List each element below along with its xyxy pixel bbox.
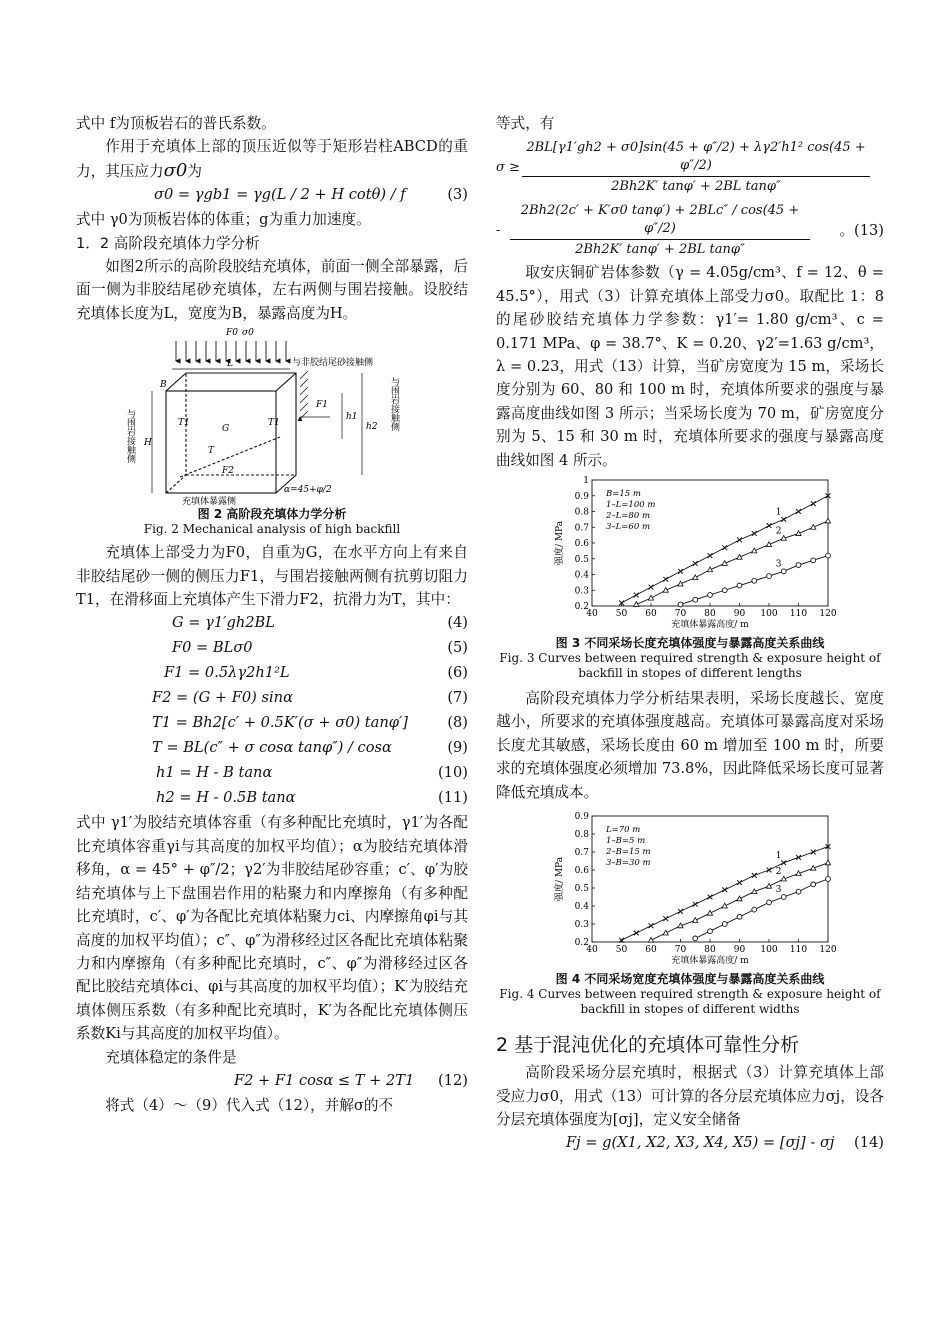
series-1-point xyxy=(663,916,668,921)
equation-number: (11) xyxy=(438,789,468,807)
y-tick-label: 0.7 xyxy=(574,523,589,534)
figure-4-caption-en: Fig. 4 Curves between required strength & exposure height of backfill in stopes of different widths xyxy=(499,987,881,1017)
label-T1-right: T1 xyxy=(268,418,280,429)
equation-14 xyxy=(496,1131,884,1156)
y-tick-label: 0.5 xyxy=(574,554,589,565)
series-1-point xyxy=(693,561,698,566)
label-exposed-side: 充填体暴露侧 xyxy=(182,497,237,506)
legend-entry: 1–B=5 m xyxy=(606,836,646,847)
legend-entry: B=15 m xyxy=(606,489,641,500)
series-3-point xyxy=(811,882,816,887)
x-axis-label: 充填体暴露高度/ m xyxy=(671,620,749,631)
series-1-point xyxy=(796,509,801,514)
equation-12 xyxy=(76,1069,468,1094)
paragraph-forces: 充填体上部受力为F0，自重为G，在水平方向上有来自非胶结尾砂一侧的侧压力F1，与围岩接触两侧有抗剪切阻力T1，在滑移面上充填体产生下滑力F2，抗滑力为T，其中： xyxy=(76,544,468,609)
y-tick-label: 0.8 xyxy=(574,830,589,841)
label-F1: F1 xyxy=(316,400,328,411)
series-1-point xyxy=(737,880,742,885)
legend-entry: 3–L=60 m xyxy=(606,522,651,533)
x-tick-label: 40 xyxy=(586,609,598,620)
label-h2: h2 xyxy=(366,422,378,433)
equation-12-body: F2 + F1 cosα ≤ T + 2T1 xyxy=(234,1071,415,1089)
equation-body: F2 = (G + F0) sinα xyxy=(152,689,293,707)
paragraph-f-definition: 式中 f为顶板岩石的普氏系数。 xyxy=(76,115,276,132)
label-F2: F2 xyxy=(222,466,234,477)
series-3-point xyxy=(752,907,757,912)
equation-13-term2 xyxy=(510,202,810,259)
hatching xyxy=(300,371,308,419)
legend-entry: 1–L=100 m xyxy=(606,500,656,511)
series-1-point xyxy=(722,887,727,892)
left-column xyxy=(76,112,468,1117)
series-1-point xyxy=(737,538,742,543)
series-1-point xyxy=(693,902,698,907)
y-tick-label: 0.2 xyxy=(574,938,589,949)
equation-row xyxy=(76,761,468,786)
section-heading-1-2: 1．2 高阶段充填体力学分析 xyxy=(76,234,260,252)
label-L: L xyxy=(227,359,233,370)
x-tick-label: 120 xyxy=(819,945,837,956)
top-pressure-text: 作用于充填体上部的顶压近似等于矩形岩柱ABCD的重力，其压应力 xyxy=(76,138,468,180)
x-tick-label: 40 xyxy=(586,945,598,956)
equation-number: (7) xyxy=(447,689,468,707)
series-3-point xyxy=(767,574,772,579)
label-top-right: 与非胶结尾砂接触侧 xyxy=(292,358,374,369)
series-3-point xyxy=(737,914,742,919)
y-tick-label: 0.6 xyxy=(574,866,589,877)
series-3-point xyxy=(722,588,727,593)
equation-number: (6) xyxy=(447,664,468,682)
paragraph-parameters: 取安庆铜矿岩体参数（γ = 4.05g/cm³、f = 12、θ = 45.5°），用式（3）计算充填体上部受力σ0。取配比 1：8 的尾砂胶结充填体力学参数：γ1′= 1.80 g/cm³、c = 0.171 MPa、φ = 38.7°、K = 0.20、γ2′=1.63 g/cm³，λ = 0.23，用式（13）计算，当矿房宽度为 15 m，采场长度分别为 60、80 和 100 m 时，充填体所要求的强度与暴露高度曲线如图 3 所示；当采场长度为 70 m，矿房宽度分别为 5、15 和 30 m 时，充填体所要求的强度与暴露高度曲线如图 4 所示。 xyxy=(496,264,884,469)
series-1-point xyxy=(767,523,772,528)
x-tick-label: 90 xyxy=(733,945,746,956)
label-T: T xyxy=(208,446,215,457)
equation-13-minus: - xyxy=(496,222,501,238)
y-tick-label: 0.5 xyxy=(574,884,589,895)
legend-entry: L=70 m xyxy=(606,825,641,836)
series-3-point xyxy=(708,929,713,934)
x-tick-label: 60 xyxy=(645,945,657,956)
equation-row xyxy=(76,661,468,686)
equation-number: (8) xyxy=(447,714,468,732)
figure-3-caption xyxy=(496,636,884,681)
load-arrows xyxy=(176,341,286,361)
series-1-point xyxy=(811,850,816,855)
series-1-label: 1 xyxy=(775,507,782,518)
y-tick-label: 1 xyxy=(583,476,589,487)
equation-body: T1 = Bh2[c′ + 0.5K′(σ + σ0) tanφ′] xyxy=(152,714,408,732)
series-1-point xyxy=(663,577,668,582)
x-axis-label: 充填体暴露高度/ m xyxy=(671,956,749,967)
x-tick-label: 50 xyxy=(615,609,628,620)
equation-body: F1 = 0.5λγ2h1²L xyxy=(164,664,290,682)
sigma0-symbol: σ0 xyxy=(163,159,188,181)
legend-entry: 3–B=30 m xyxy=(606,858,651,869)
x-tick-label: 80 xyxy=(704,945,716,956)
y-tick-label: 0.3 xyxy=(574,920,589,931)
paragraph-substitution: 将式（4）～（9）代入式（12），并解σ的不 xyxy=(105,1096,394,1114)
series-2-line xyxy=(651,863,828,940)
x-tick-label: 120 xyxy=(819,609,837,620)
paragraph-backfill-description: 如图2所示的高阶段胶结充填体，前面一侧全部暴露，后面一侧为非胶结尾砂充填体，左右两侧与围岩接触。设胶结充填体长度为L，宽度为B，暴露高度为H。 xyxy=(76,258,468,322)
equation-number: (9) xyxy=(447,739,468,757)
label-T1-left: T1 xyxy=(178,418,190,429)
equation-13-lhs: σ ≥ xyxy=(496,159,520,175)
equation-row xyxy=(76,711,468,736)
series-3-point xyxy=(796,889,801,894)
series-3-point xyxy=(781,895,786,900)
x-tick-label: 100 xyxy=(760,609,778,620)
paragraph-stability-condition: 充填体稳定的条件是 xyxy=(105,1048,237,1066)
series-3-point xyxy=(826,877,831,882)
figure-2-caption-cn: 图 2 高阶段充填体力学分析 xyxy=(197,507,347,522)
legend-entry: 2–L=80 m xyxy=(606,511,651,522)
y-axis-label: 强度/ MPa xyxy=(555,520,565,566)
y-tick-label: 0.9 xyxy=(574,812,589,823)
y-tick-label: 0.4 xyxy=(574,902,589,913)
series-3-point xyxy=(693,936,698,941)
figure-2-caption xyxy=(76,507,468,537)
top-pressure-text-end: 为 xyxy=(187,162,202,180)
equation-body: F0 = BLσ0 xyxy=(172,639,253,657)
series-1-point xyxy=(708,553,713,558)
series-1-point xyxy=(796,855,801,860)
paragraph-analysis-result: 高阶段充填体力学分析结果表明，采场长度越长、宽度越小，所要求的充填体强度越高。充填体可暴露高度对采场长度尤其敏感，采场长度由 60 m 增加至 100 m 时，所要求的充填体强度必须增加 73.8%，因此降低采场长度可显著降低充填成本。 xyxy=(496,690,884,801)
figure-4-chart xyxy=(540,810,840,972)
series-3-point xyxy=(767,900,772,905)
series-3-point xyxy=(737,583,742,588)
x-tick-label: 50 xyxy=(615,945,628,956)
paragraph-top-pressure xyxy=(76,135,468,183)
equation-body: h1 = H - B tanα xyxy=(156,764,273,782)
x-tick-label: 70 xyxy=(674,945,687,956)
equation-14-body: Fj = g(X1, X2, X3, X4, X5) = [σj] - σj xyxy=(566,1134,835,1152)
paragraph-safety-reserve: 高阶段采场分层充填时，根据式（3）计算充填体上部受应力σ0，用式（13）可计算的各分层充填体应力σj，设各分层充填体强度为[σj]，定义安全储备 xyxy=(496,1064,884,1128)
series-1-point xyxy=(752,873,757,878)
equation-13-term1-numerator: 2BL[γ1′gh2 + σ0]sin(45 + φ″/2) + λγ2′h1² cos(45 + φ″/2) xyxy=(522,139,870,177)
equation-row xyxy=(76,786,468,811)
figure-4-caption-cn: 图 4 不同采场宽度充填体强度与暴露高度关系曲线 xyxy=(555,972,825,987)
series-3-line xyxy=(695,879,828,938)
equation-13-term1-denominator: 2Bh2K′ tanφ′ + 2BL tanφ″ xyxy=(611,179,781,195)
equation-13-term2-denominator: 2Bh2K′ tanφ′ + 2BL tanφ″ xyxy=(575,242,745,258)
series-1-point xyxy=(649,585,654,590)
series-1-point xyxy=(722,545,727,550)
equation-13-term1 xyxy=(522,139,870,196)
series-2-label: 2 xyxy=(775,867,782,878)
series-1-point xyxy=(752,531,757,536)
label-H: H xyxy=(144,438,152,449)
series-1-point xyxy=(781,860,786,865)
series-2-point xyxy=(648,595,653,600)
paragraph-inequality-intro: 等式，有 xyxy=(496,115,555,132)
series-1-point xyxy=(781,517,786,522)
series-1-point xyxy=(678,909,683,914)
y-axis-label: 强度/ MPa xyxy=(555,857,565,902)
figure-3-caption-en: Fig. 3 Curves between required strength & exposure height of backfill in stopes of different lengths xyxy=(499,651,881,681)
equation-number: (4) xyxy=(447,614,468,632)
series-1-point xyxy=(649,923,654,928)
series-1-point xyxy=(634,931,639,936)
label-right-side: 与围岩接触侧 xyxy=(389,377,399,432)
equation-12-number: (12) xyxy=(438,1071,468,1089)
series-2-point xyxy=(825,518,830,523)
equation-body: T = BL(c″ + σ cosα tanφ″) / cosα xyxy=(152,739,392,757)
figure-2-diagram xyxy=(122,327,422,505)
series-3-point xyxy=(708,593,713,598)
x-tick-label: 100 xyxy=(760,945,778,956)
equation-13-number: 。(13) xyxy=(839,221,884,239)
equation-number: (10) xyxy=(438,764,468,782)
paragraph-symbol-definitions: 式中 γ1′为胶结充填体容重（有多种配比充填时，γ1′为各配比充填体容重γi与其高度的加权平均值）；α为胶结充填体滑移角，α = 45° + φ″/2；γ2′为非胶结尾砂容重；c′、φ′为胶结充填体与上下盘围岩作用的粘聚力和内摩擦角（有多种配比充填时，c′、φ′为各配比充填体粘聚力ci、内摩擦角φi与其高度的加权平均值）；c″、φ″为滑移经过区各配比充填体粘聚力和内摩擦角（有多种配比充填时，c″、φ″为滑移经过区各配比胶结充填体ci、φi与其高度的加权平均值）；K′为胶结充填体侧压系数（有多种配比充填时，K′为各配比充填体侧压系数Ki与其高度的加权平均值）。 xyxy=(76,814,468,1043)
series-3-point xyxy=(693,597,698,602)
series-2-point xyxy=(825,860,830,865)
x-tick-label: 110 xyxy=(789,945,808,956)
equation-list-4-11 xyxy=(76,611,468,811)
series-3-point xyxy=(678,602,683,607)
equation-3 xyxy=(76,183,468,208)
equation-3-number: (3) xyxy=(447,186,468,204)
series-3-point xyxy=(811,558,816,563)
series-3-point xyxy=(796,563,801,568)
series-3-point xyxy=(752,578,757,583)
equation-13 xyxy=(496,139,884,259)
equation-body: h2 = H - 0.5B tanα xyxy=(156,789,296,807)
figure-4-caption xyxy=(496,972,884,1017)
series-1-point xyxy=(678,569,683,574)
x-tick-label: 60 xyxy=(645,609,657,620)
series-3-label: 3 xyxy=(775,559,782,570)
equation-row xyxy=(76,636,468,661)
series-1-point xyxy=(811,501,816,506)
equation-row xyxy=(76,736,468,761)
series-2-label: 2 xyxy=(775,526,782,537)
x-tick-label: 80 xyxy=(704,609,716,620)
series-3-point xyxy=(722,922,727,927)
equation-number: (5) xyxy=(447,639,468,657)
y-tick-label: 0.9 xyxy=(574,491,589,502)
figure-3-caption-cn: 图 3 不同采场长度充填体强度与暴露高度关系曲线 xyxy=(555,636,825,651)
section-heading-2: 2 基于混沌优化的充填体可靠性分析 xyxy=(496,1034,800,1057)
paragraph-gamma0-definition: 式中 γ0为顶板岩体的体重；g为重力加速度。 xyxy=(76,211,371,229)
y-tick-label: 0.3 xyxy=(574,586,589,597)
series-1-point xyxy=(767,868,772,873)
equation-row xyxy=(76,686,468,711)
x-tick-label: 110 xyxy=(789,609,808,620)
figure-2-caption-en: Fig. 2 Mechanical analysis of high backfill xyxy=(143,522,401,537)
y-tick-label: 0.4 xyxy=(574,570,589,581)
series-1-line xyxy=(622,496,829,603)
figure-3-chart xyxy=(540,474,840,636)
equation-3-body: σ0 = γgb1 = γg(L / 2 + H cotθ) / f xyxy=(154,186,406,204)
equation-13-term2-numerator: 2Bh2(2c′ + K′σ0 tanφ′) + 2BLc″ / cos(45 + φ″/2) xyxy=(510,202,810,240)
y-tick-label: 0.6 xyxy=(574,539,589,550)
series-3-point xyxy=(781,569,786,574)
series-1-label: 1 xyxy=(775,850,782,861)
right-column xyxy=(496,112,884,1156)
equation-row xyxy=(76,611,468,636)
x-tick-label: 90 xyxy=(733,609,746,620)
equation-body: G = γ1′gh2BL xyxy=(172,614,275,632)
series-3-point xyxy=(826,553,831,558)
series-1-point xyxy=(634,593,639,598)
y-tick-label: 0.2 xyxy=(574,602,589,613)
label-left-side: 与围岩接触侧 xyxy=(125,409,135,464)
series-1-point xyxy=(708,895,713,900)
label-G: G xyxy=(222,424,230,435)
series-2-point xyxy=(693,575,698,580)
y-tick-label: 0.8 xyxy=(574,507,589,518)
label-sigma0: σ0 xyxy=(242,328,254,339)
y-tick-label: 0.7 xyxy=(574,848,589,859)
label-F0: F0 xyxy=(226,328,238,339)
series-3-label: 3 xyxy=(775,885,782,896)
label-h1: h1 xyxy=(346,412,358,423)
label-B: B xyxy=(160,380,167,391)
equation-14-number: (14) xyxy=(854,1134,884,1152)
label-alpha: α=45+φ/2 xyxy=(284,485,332,496)
x-tick-label: 70 xyxy=(674,609,687,620)
legend-entry: 2–B=15 m xyxy=(606,847,651,858)
